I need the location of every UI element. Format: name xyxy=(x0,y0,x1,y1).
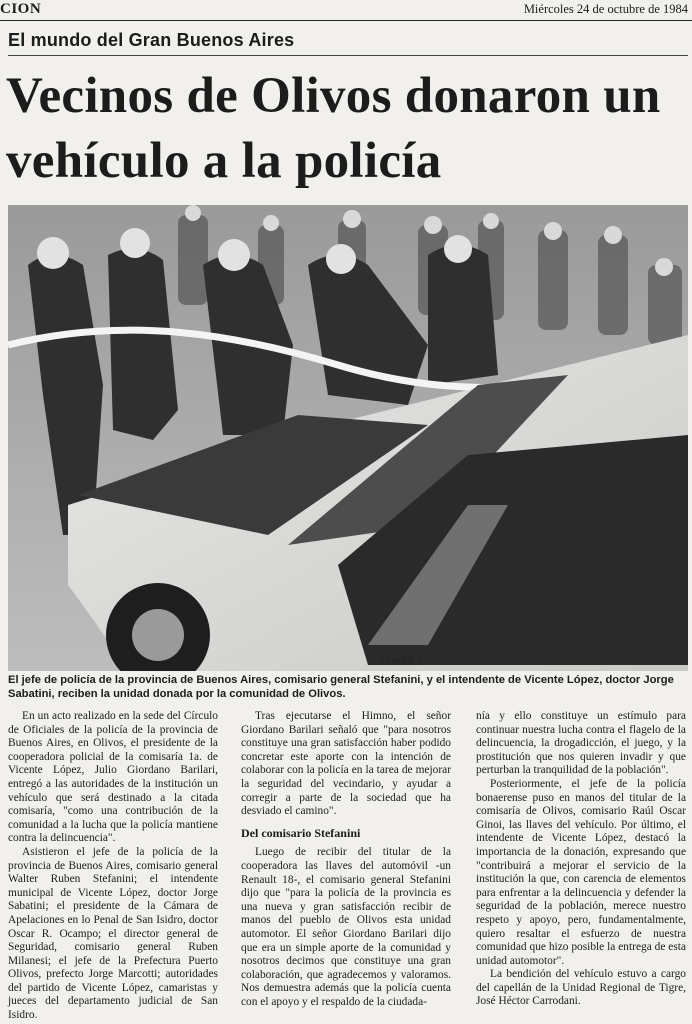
masthead xyxy=(0,0,692,21)
article-paragraph: Asistieron el jefe de la policía de la provincia de Buenos Aires, comisario general Walter Ruben Stefanini; el intendente municipal de Vicente López, doctor Jorge Sabatini; el presidente de la Cámara de Apelaciones en lo Penal de San Isidro, doctor Oscar R. Ocampo; el director general de Seguridad, comisario general Ruben Milanesi; el jefe de la Prefectura Puerto Olivos, prefecto Jorge Marcotti; autoridades del partido de Vicente López, camaristas y jueces del departamento judicial de San Isidro. xyxy=(8,845,218,1022)
article-column-1 xyxy=(8,710,218,1023)
photo-caption: El jefe de policía de la provincia de Buenos Aires, comisario general Stefanini, y el intendente de Vicente López, doctor Jorge Sabatini, reciben la unidad donada por la comunidad de Olivos. xyxy=(8,674,674,700)
article-column-3 xyxy=(476,710,686,1009)
article-subhead: Del comisario Stefanini xyxy=(241,825,361,840)
section-title: El mundo del Gran Buenos Aires xyxy=(8,30,295,50)
plate-text: LOPEZ 1º xyxy=(380,656,426,668)
article-column-2 xyxy=(241,710,451,1009)
article-paragraph: La bendición del vehículo estuvo a cargo del capellán de la Unidad Regional de Tigre, José Héctor Carrodani. xyxy=(476,968,686,1008)
article-paragraph: Tras ejecutarse el Himno, el señor Giordano Barilari señaló que "para nosotros constituye una gran satisfacción haber podido concretar este aporte con la intención de colaborar con la policía en la tarea de mejorar la seguridad del vecindario, y ayudar a corregir a parte de la sociedad que ha desviado el camino". xyxy=(241,710,451,818)
section-divider xyxy=(8,55,688,56)
issue-date: Miércoles 24 de octubre de 1984 xyxy=(523,2,688,16)
news-photo xyxy=(8,205,688,671)
article-paragraph: Luego de recibir del titular de la cooperadora las llaves del automóvil -un Renault 18-, el comisario general Stefanini dijo que "para la policía de la provincia es una nueva y gran satisfacción recibir de manos del pueblo de Olivos esta unidad automotor. El señor Giordano Barilari dijo que era un simple aporte de la comunidad y nosotros decimos que constituye una gran colaboración, que agradecemos y valoramos. Nos demuestra además que la policía cuenta con el apoyo y el respaldo de la ciudada- xyxy=(241,846,451,1008)
photo-illustration xyxy=(8,205,688,671)
article-paragraph: Posteriormente, el jefe de la policía bonaerense puso en manos del titular de la comisaría de Olivos, comisario Raúl Oscar Ginoi, las llaves del vehículo. Por último, el intendente de Vicente López, destacó la importancia de la donación, expresando que "contribuirá a mejorar el servicio de la institución la que, con carencia de elementos para enfrentar a la delincuencia y defender la seguridad de la población, merece nuestro respeto y apoyo, pero, fundamentalmente, quiero resaltar el esfuerzo de nuestra comunidad que hizo posible la entrega de esta unidad automotor". xyxy=(476,777,686,967)
publication-name: CION xyxy=(0,1,42,17)
article-paragraph: nía y ello constituye un estímulo para continuar nuestra lucha contra el flagelo de la delincuencia, la drogadicción, el juego, y la prostitución que nos quieren invadir y que perturban la tranquilidad de la población". xyxy=(476,710,686,777)
headline: Vecinos de Olivos donaron un vehículo a la policía xyxy=(6,68,661,189)
article-paragraph: En un acto realizado en la sede del Círculo de Oficiales de la policía de la provincia de Buenos Aires, en Olivos, el presidente de la cooperadora policial de la comisaría 1a. de Vicente López, Julio Giordano Barilari, entregó a las autoridades de la institución un vehículo que será destinado a la citada comisaría, "como una contribución de la comunidad a la lucha que la policía mantiene contra la delincuencia". xyxy=(8,710,218,845)
